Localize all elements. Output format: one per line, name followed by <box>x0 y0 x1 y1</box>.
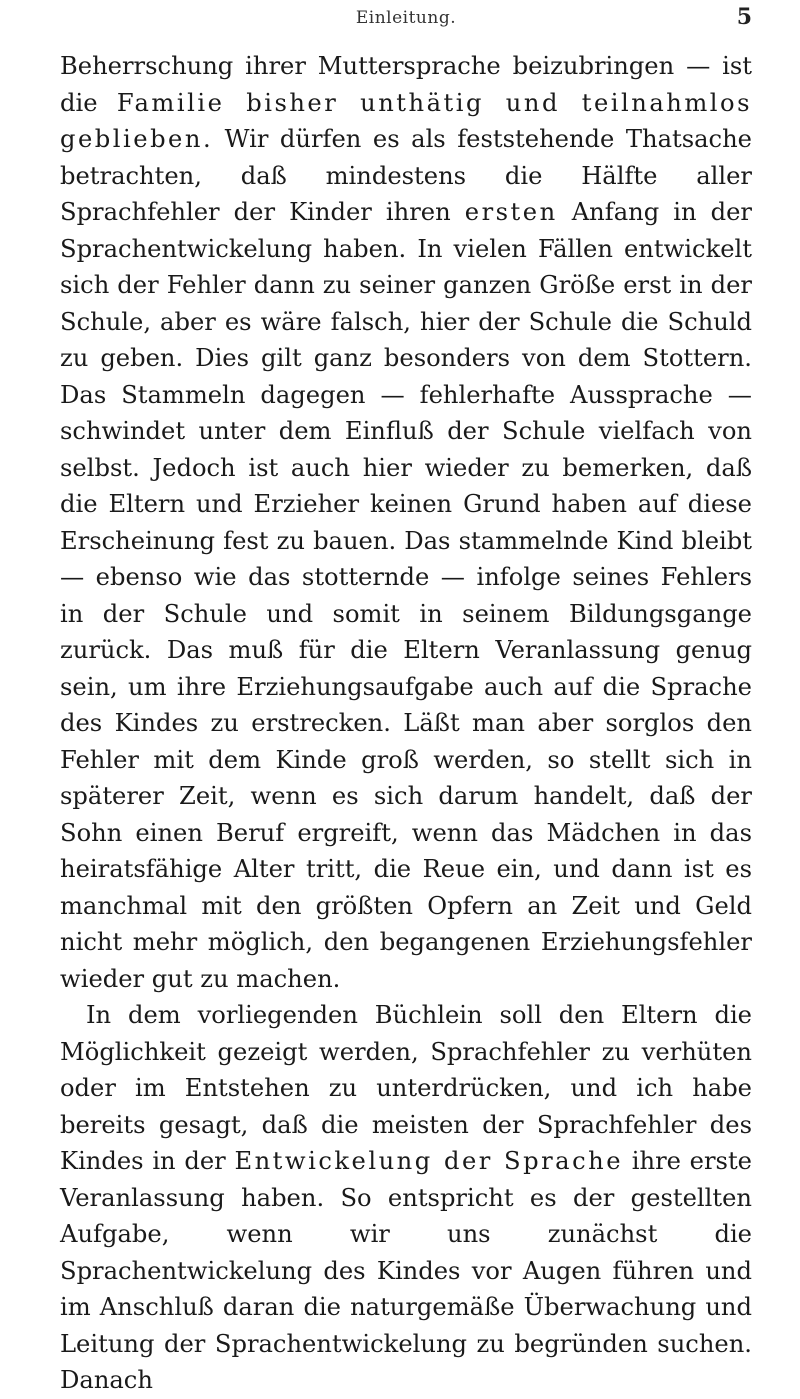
body-text <box>60 48 752 1399</box>
text-segment: In dem vorliegenden Büchlein soll den Eltern die Möglichkeit gezeigt werden, Sprachfehler zu verhüten oder im Entstehen zu unterdrücken, und ich habe bereits gesagt, daß die meisten der Sprachfehler des Kindes in der <box>60 1001 752 1175</box>
paragraph-2 <box>60 997 752 1399</box>
text-segment: Beherrschung ihrer Muttersprache beizubringen — ist die <box>60 52 752 117</box>
emphasized-text: Entwickelung der Sprache <box>234 1147 624 1175</box>
text-segment: Anfang in der Sprachentwickelung haben. In vielen Fällen entwickelt sich der Fehler dann zu seiner ganzen Größe erst in der Schule, aber es wäre falsch, hier der Schule die Schuld zu geben. Dies gilt ganz besonders von dem Stottern. Das Stammeln dagegen — fehlerhafte Aussprache — schwindet unter dem Einfluß der Schule vielfach von selbst. Jedoch ist auch hier wieder zu bemerken, daß die Eltern und Erzieher keinen Grund haben auf diese Erscheinung fest zu bauen. Das stammelnde Kind bleibt — ebenso wie das stotternde — infolge seines Fehlers in der Schule und somit in seinem Bildungsgange zurück. Das muß für die Eltern Veranlassung genug sein, um ihre Erziehungsaufgabe auch auf die Sprache des Kindes zu erstrecken. Läßt man aber sorglos den Fehler mit dem Kinde groß werden, so stellt sich in späterer Zeit, wenn es sich darum handelt, daß der Sohn einen Beruf ergreift, wenn das Mädchen in das heiratsfähige Alter tritt, die Reue ein, und dann ist es manchmal mit den größten Opfern an Zeit und Geld nicht mehr möglich, den begangenen Erziehungsfehler wieder gut zu machen. <box>60 198 752 993</box>
emphasized-text: Familie bisher unthätig und teilnahmlos geblieben. <box>60 88 752 153</box>
running-head <box>60 0 752 48</box>
paragraph-1 <box>60 48 752 997</box>
page-number: 5 <box>736 4 752 30</box>
text-segment: ihre erste Veranlassung haben. So entspricht es der gestellten Aufgabe, wenn wir uns zunächst die Sprachentwickelung des Kindes vor Augen führen und im Anschluß daran die naturgemäße Überwachung und Leitung der Sprachentwickelung zu begründen suchen. Danach <box>60 1147 752 1394</box>
running-title: Einleitung. <box>355 8 457 28</box>
emphasized-text: ersten <box>464 198 558 226</box>
text-segment: Wir dürfen es als feststehende Thatsache betrachten, daß mindestens die Hälfte aller Sprachfehler der Kinder ihren <box>60 125 752 226</box>
